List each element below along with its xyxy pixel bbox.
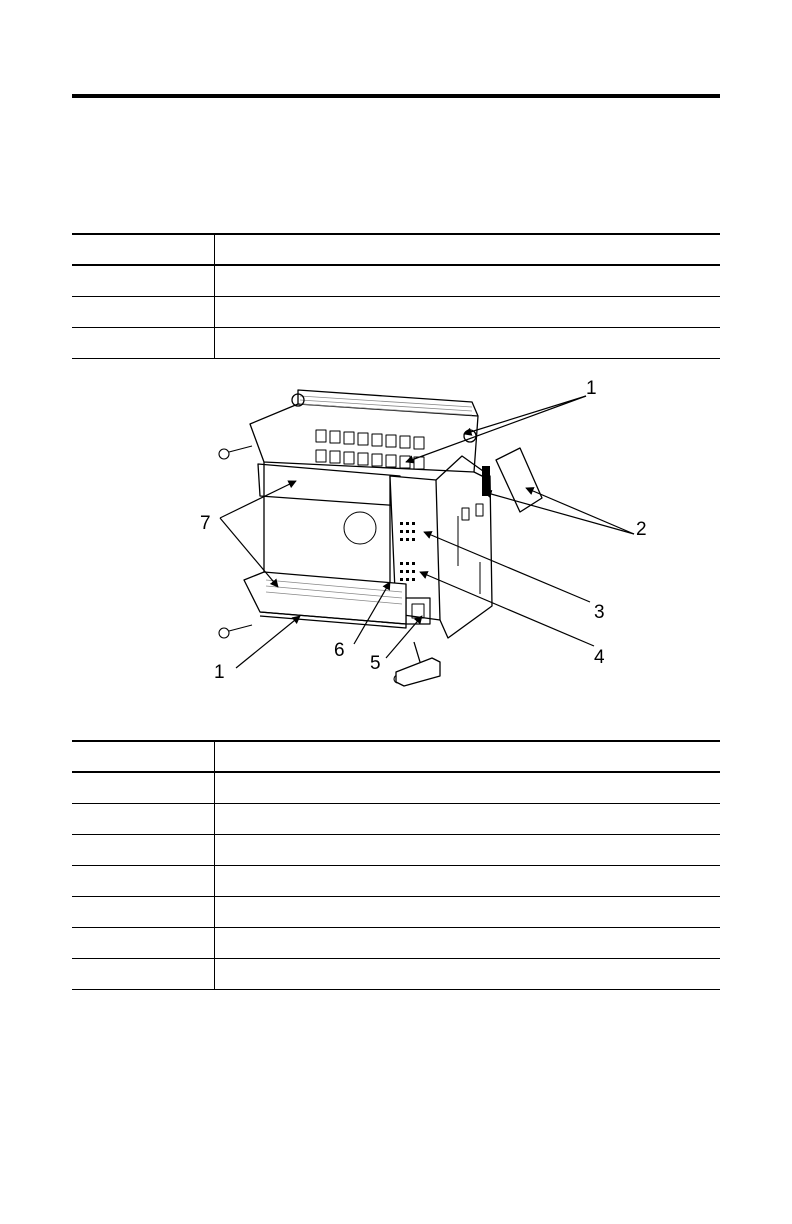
table-cell: [215, 866, 721, 897]
table-cell: [72, 297, 215, 328]
table-cell: [72, 265, 215, 297]
bottom-cover: [396, 658, 440, 686]
table-row: [72, 297, 720, 328]
table-cell: [72, 959, 215, 990]
table-row: [72, 328, 720, 359]
table-cell: [215, 804, 721, 835]
table-cell: [72, 804, 215, 835]
table-cell: [215, 835, 721, 866]
table-cell: [215, 772, 721, 804]
table-row: [72, 772, 720, 804]
callout-1-top: 1: [586, 378, 597, 399]
table-cell: [72, 328, 215, 359]
callout-6: 6: [334, 640, 345, 661]
table-row: [72, 265, 720, 297]
callout-5: 5: [370, 653, 381, 674]
table-cell: [215, 328, 721, 359]
table-header-cell: [72, 234, 215, 265]
table-row: [72, 928, 720, 959]
header-rule: [72, 94, 720, 98]
table-cell: [72, 897, 215, 928]
callout-1-bottom: 1: [214, 662, 225, 683]
callout-4: 4: [594, 647, 605, 668]
table-cell: [72, 772, 215, 804]
bottom-terminal-block: [244, 572, 406, 628]
table-row: [72, 866, 720, 897]
bottom-table: [72, 740, 720, 990]
top-table: [72, 233, 720, 359]
table-row: [72, 959, 720, 990]
table-cell: [215, 959, 721, 990]
table-header-cell: [215, 741, 721, 772]
top-terminal-block: [250, 390, 478, 472]
table-cell: [72, 835, 215, 866]
table-cell: [215, 265, 721, 297]
table-cell: [215, 897, 721, 928]
table-row: [72, 804, 720, 835]
table-cell: [72, 928, 215, 959]
callout-3: 3: [594, 602, 605, 623]
table-cell: [72, 866, 215, 897]
callout-2: 2: [636, 519, 647, 540]
table-header-row: [72, 234, 720, 265]
table-header-cell: [72, 741, 215, 772]
top-terminal-door: [258, 464, 402, 506]
table-header-row: [72, 741, 720, 772]
table-row: [72, 835, 720, 866]
callout-7: 7: [200, 513, 211, 534]
table-cell: [215, 928, 721, 959]
table-row: [72, 897, 720, 928]
table-header-cell: [215, 234, 721, 265]
table-cell: [215, 297, 721, 328]
controller-hardware-figure: [200, 376, 670, 696]
